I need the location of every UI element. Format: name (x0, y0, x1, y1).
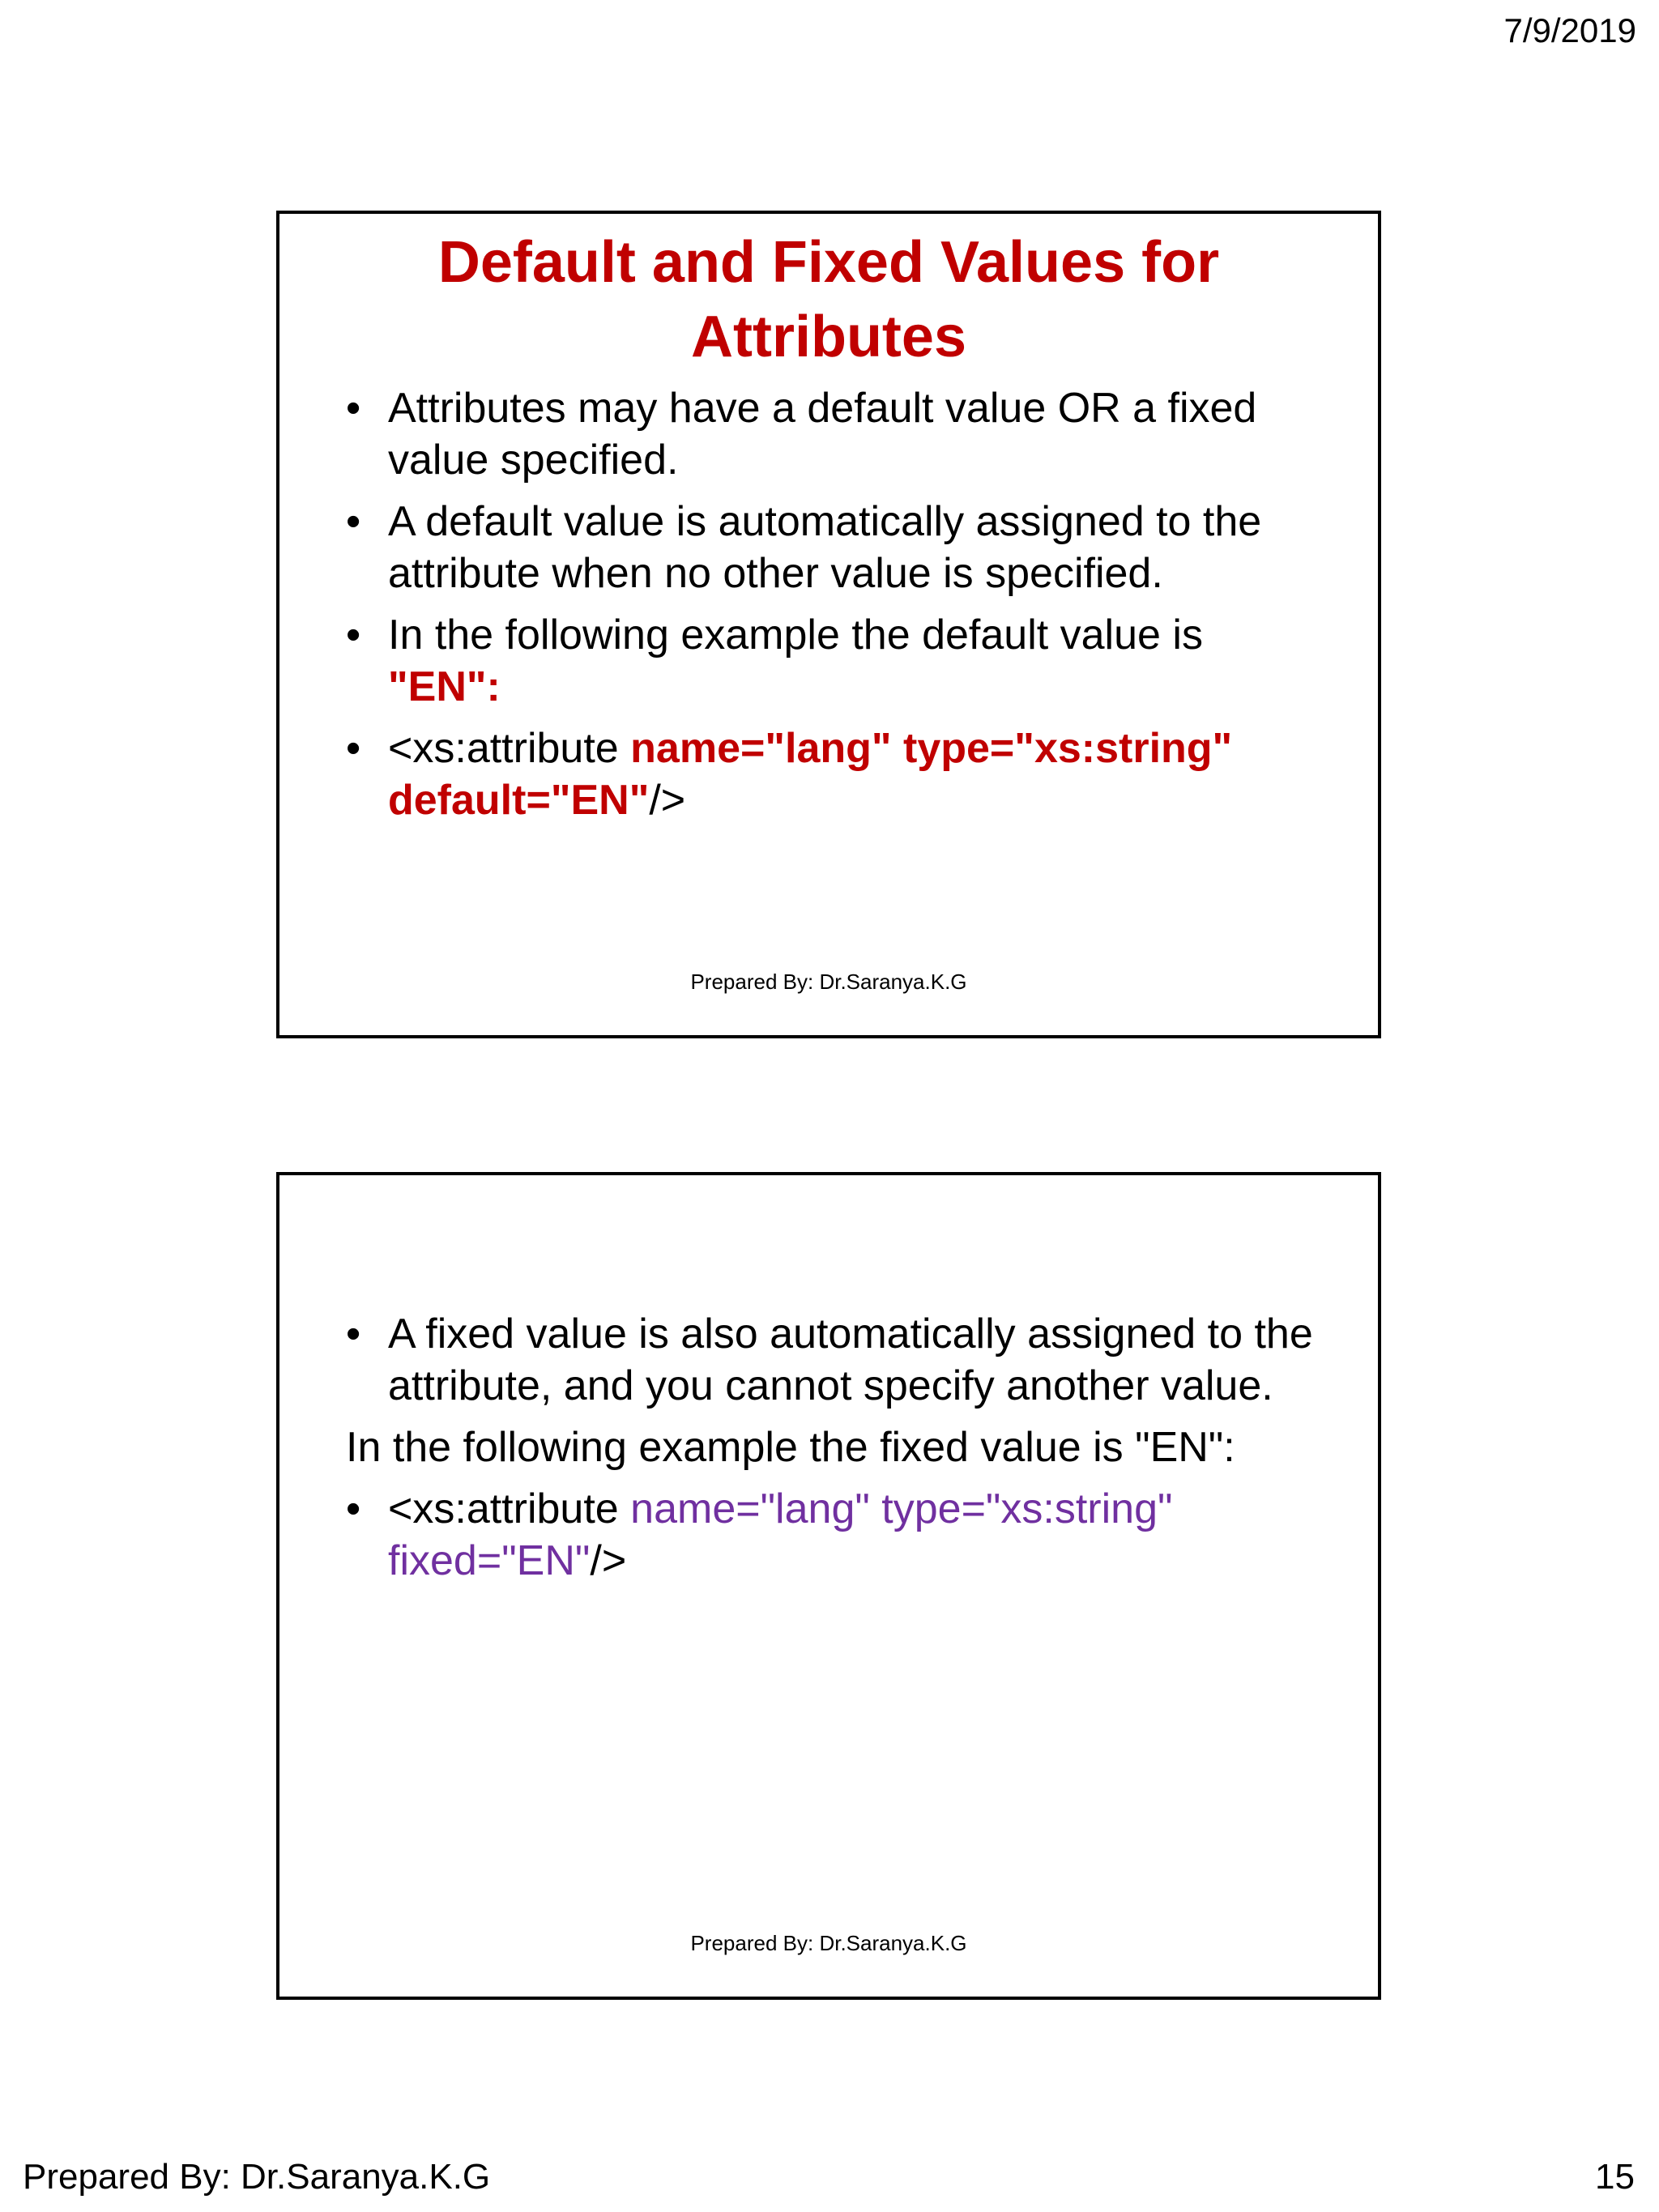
plain-line: In the following example the fixed value is "EN": (346, 1424, 1235, 1471)
bullet-text: Attributes may have a default value OR a fixed value specified. (388, 385, 1257, 484)
bullet-icon: • (346, 725, 361, 772)
slide-footer: Prepared By: Dr.Saranya.K.G (690, 1931, 967, 1955)
page-footer-author: Prepared By: Dr.Saranya.K.G (23, 2157, 491, 2197)
code-highlight: default="EN" (388, 777, 650, 824)
page-date: 7/9/2019 (1503, 11, 1636, 49)
code-suffix: /> (590, 1537, 627, 1584)
bullet-text: In the following example the default value is (388, 612, 1203, 658)
list-item (346, 609, 1318, 713)
slide-title-line-1: Default and Fixed Values for (437, 230, 1220, 295)
code-prefix: <xs:attribute (388, 725, 631, 772)
list-item (346, 382, 1318, 486)
code-highlight: fixed="EN" (388, 1537, 591, 1584)
bullet-icon: • (346, 612, 361, 658)
list-item (346, 722, 1318, 826)
code-highlight: name="lang" type="xs:string" (630, 725, 1233, 772)
list-item (346, 496, 1318, 599)
slide-footer: Prepared By: Dr.Saranya.K.G (690, 970, 967, 994)
list-item (346, 1308, 1318, 1412)
slide-fixed-values (276, 1172, 1381, 2000)
code-suffix: /> (649, 777, 686, 824)
bullet-text: A default value is automatically assigned to the attribute when no other value is specified. (388, 498, 1262, 597)
list-item (346, 1483, 1318, 1587)
bullet-icon: • (346, 498, 361, 545)
bullet-list (346, 382, 1318, 836)
bullet-text: A fixed value is also automatically assigned to the attribute, and you cannot specify another value. (388, 1311, 1313, 1409)
bullet-icon: • (346, 1485, 361, 1532)
bullet-highlight: "EN": (388, 663, 501, 710)
slide-title-line-2: Attributes (691, 305, 966, 369)
slide-title (279, 225, 1378, 374)
slide-default-values (276, 211, 1381, 1038)
code-highlight: name="lang" type="xs:string" (630, 1485, 1173, 1532)
bullet-icon: • (346, 1311, 361, 1357)
bullet-list (346, 1308, 1318, 1596)
code-prefix: <xs:attribute (388, 1485, 631, 1532)
page-number: 15 (1595, 2157, 1635, 2197)
bullet-icon: • (346, 385, 361, 432)
